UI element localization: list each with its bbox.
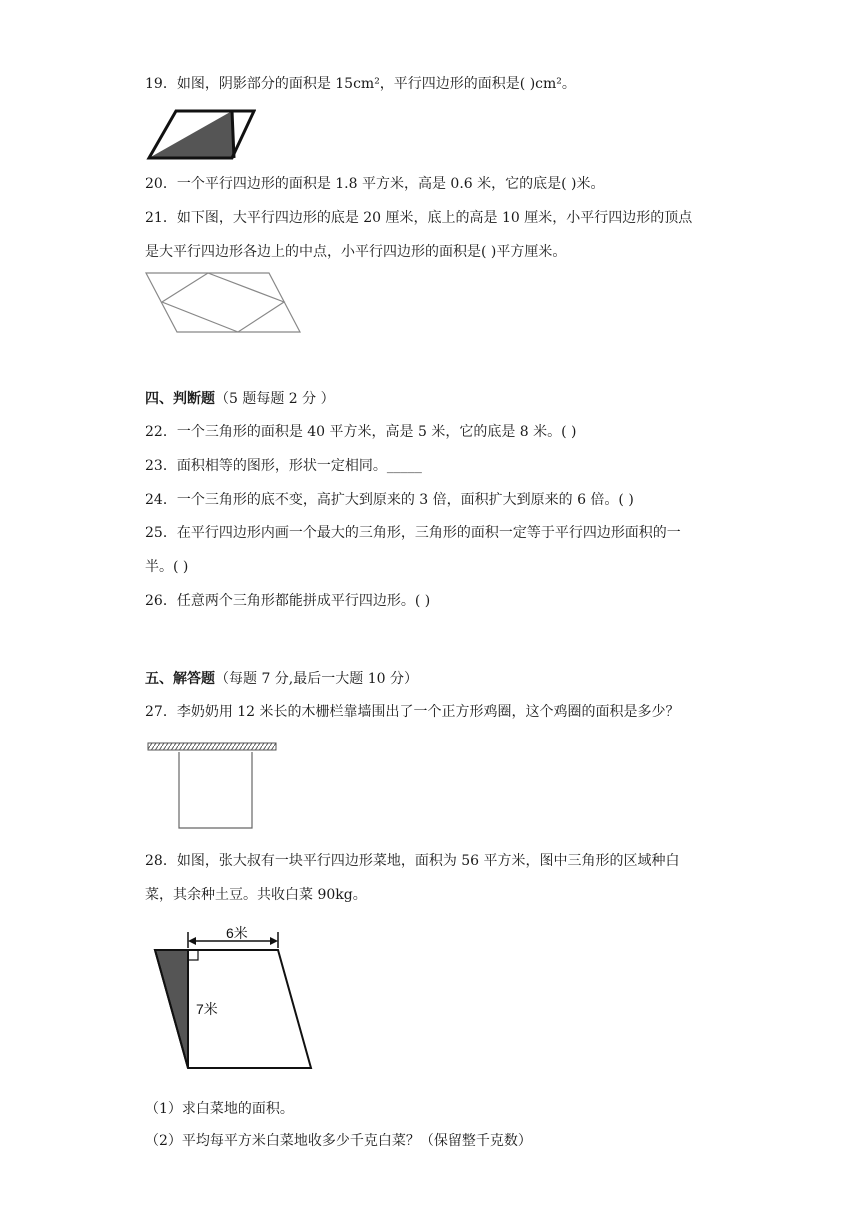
- section-5-title: 五、解答题: [145, 671, 215, 687]
- dimension-arrow-right: [270, 937, 278, 945]
- question-23: 23．面积相等的图形，形状一定相同。_____: [145, 458, 422, 474]
- question-25-line-1: 25．在平行四边形内画一个最大的三角形，三角形的面积一定等于平行四边形面积的一: [145, 525, 681, 541]
- question-20: 20．一个平行四边形的面积是 1.8 平方米，高是 0.6 米，它的底是( )米。: [145, 176, 605, 192]
- question-21-line-1: 21．如下图，大平行四边形的底是 20 厘米，底上的高是 10 厘米，小平行四边形的顶点: [145, 210, 693, 226]
- right-angle-mark: [188, 950, 198, 960]
- question-28-sub-2: （2）平均每平方米白菜地收多少千克白菜？（保留整千克数）: [145, 1133, 532, 1149]
- section-4-heading: [145, 389, 335, 409]
- figure-21-nested-parallelograms: [144, 270, 304, 336]
- question-28-line-2: 菜，其余种土豆。共收白菜 90kg。: [145, 887, 367, 903]
- question-28-line-1: 28．如图，张大叔有一块平行四边形菜地，面积为 56 平方米，图中三角形的区域种白: [145, 853, 680, 869]
- question-24: 24．一个三角形的底不变，高扩大到原来的 3 倍，面积扩大到原来的 6 倍。( ): [145, 492, 634, 508]
- section-4-title: 四、判断题: [145, 391, 215, 407]
- question-28-sub-1: （1）求白菜地的面积。: [145, 1101, 294, 1117]
- figure-27-chicken-coop: [146, 740, 278, 832]
- section-5-note: （每题 7 分,最后一大题 10 分）: [215, 671, 418, 687]
- question-26: 26．任意两个三角形都能拼成平行四边形。( ): [145, 593, 431, 609]
- fence: [179, 752, 252, 828]
- question-25-line-2: 半。( ): [145, 559, 189, 575]
- height-label: 7米: [196, 1001, 218, 1017]
- large-parallelogram: [146, 273, 300, 332]
- small-parallelogram: [162, 273, 284, 332]
- question-27: 27．李奶奶用 12 米长的木栅栏靠墙围出了一个正方形鸡圈，这个鸡圈的面积是多少？: [145, 704, 680, 720]
- dimension-arrow-left: [188, 937, 196, 945]
- figure-19-shaded-parallelogram: [146, 108, 256, 162]
- height-line: [232, 111, 234, 158]
- question-22: 22．一个三角形的面积是 40 平方米，高是 5 米，它的底是 8 米。( ): [145, 424, 577, 440]
- figure-28-vegetable-field: [150, 920, 326, 1072]
- section-4-note: （5 题每题 2 分 ）: [215, 391, 335, 407]
- question-21-line-2: 是大平行四边形各边上的中点，小平行四边形的面积是( )平方厘米。: [145, 244, 567, 260]
- question-19: 19．如图，阴影部分的面积是 15cm²，平行四边形的面积是( )cm²。: [145, 76, 576, 92]
- section-5-heading: [145, 669, 418, 689]
- wall: [148, 743, 276, 750]
- width-label: 6米: [226, 925, 248, 941]
